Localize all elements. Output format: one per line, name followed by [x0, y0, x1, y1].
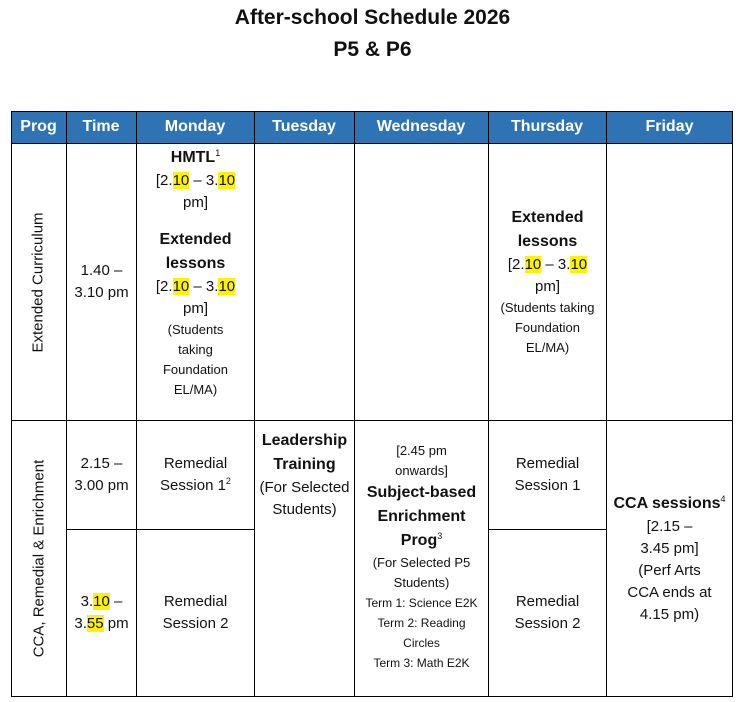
thursday-remedial-session-2: Remedial Session 2 [514, 593, 581, 632]
monday-remedial-session-2: Remedial Session 2 [162, 593, 229, 632]
monday-hmtl-label: HMTL$^1$ [170, 148, 221, 166]
header-prog: Prog [11, 111, 66, 143]
header-thursday: Thursday [488, 111, 606, 143]
friday-cca-sessions: CCA sessions$^4$ [2.15 – 3.45 pm] (Perf Arts CCA ends at 4.15 pm) [613, 493, 726, 623]
header-wednesday: Wednesday [354, 111, 488, 143]
monday-remedial-session-1: Remedial Session $1^2$ [160, 455, 231, 494]
schedule-table [11, 111, 733, 697]
schedule-subtitle: P5 & P6 [333, 38, 412, 61]
header-time: Time [66, 111, 136, 143]
prog-cca-remedial-enrichment: CCA, Remedial & Enrichment [30, 459, 48, 658]
tuesday-leadership-training: Leadership Training (For Selected Students) [259, 432, 350, 518]
wednesday-enrichment-cell: [2.45 pm onwards] Subject-based Enrichment Prog$^3$ (For Selected P5 Students) Term 1: Science E2K Term 2: Reading Circles Term 3: Math E2K [365, 443, 478, 670]
time-slot-3: 3.10 – 3.55 pm [74, 593, 129, 632]
schedule-title: After-school Schedule 2026 [234, 6, 511, 29]
monday-extended-cell: HMTL$^1$ [2.10 – 3.10 pm] Extended lessons [2.10 – 3.10 pm] (Students taking Foundation EL/MA) [155, 148, 236, 397]
header-friday: Friday [606, 111, 733, 143]
time-slot-2: 2.15 – 3.00 pm [74, 455, 129, 494]
monday-hmtl-time: [2.10 – 3.10 [155, 172, 236, 189]
time-slot-1: 1.40 – 3.10 pm [74, 262, 129, 301]
thursday-remedial-session-1: Remedial Session 1 [514, 455, 581, 494]
header-monday: Monday [136, 111, 254, 143]
thursday-extended-cell: Extended lessons [2.10 – 3.10 pm] (Students taking Foundation EL/MA) [500, 209, 595, 355]
prog-extended-curriculum: Extended Curriculum [30, 211, 47, 353]
header-tuesday: Tuesday [254, 111, 354, 143]
